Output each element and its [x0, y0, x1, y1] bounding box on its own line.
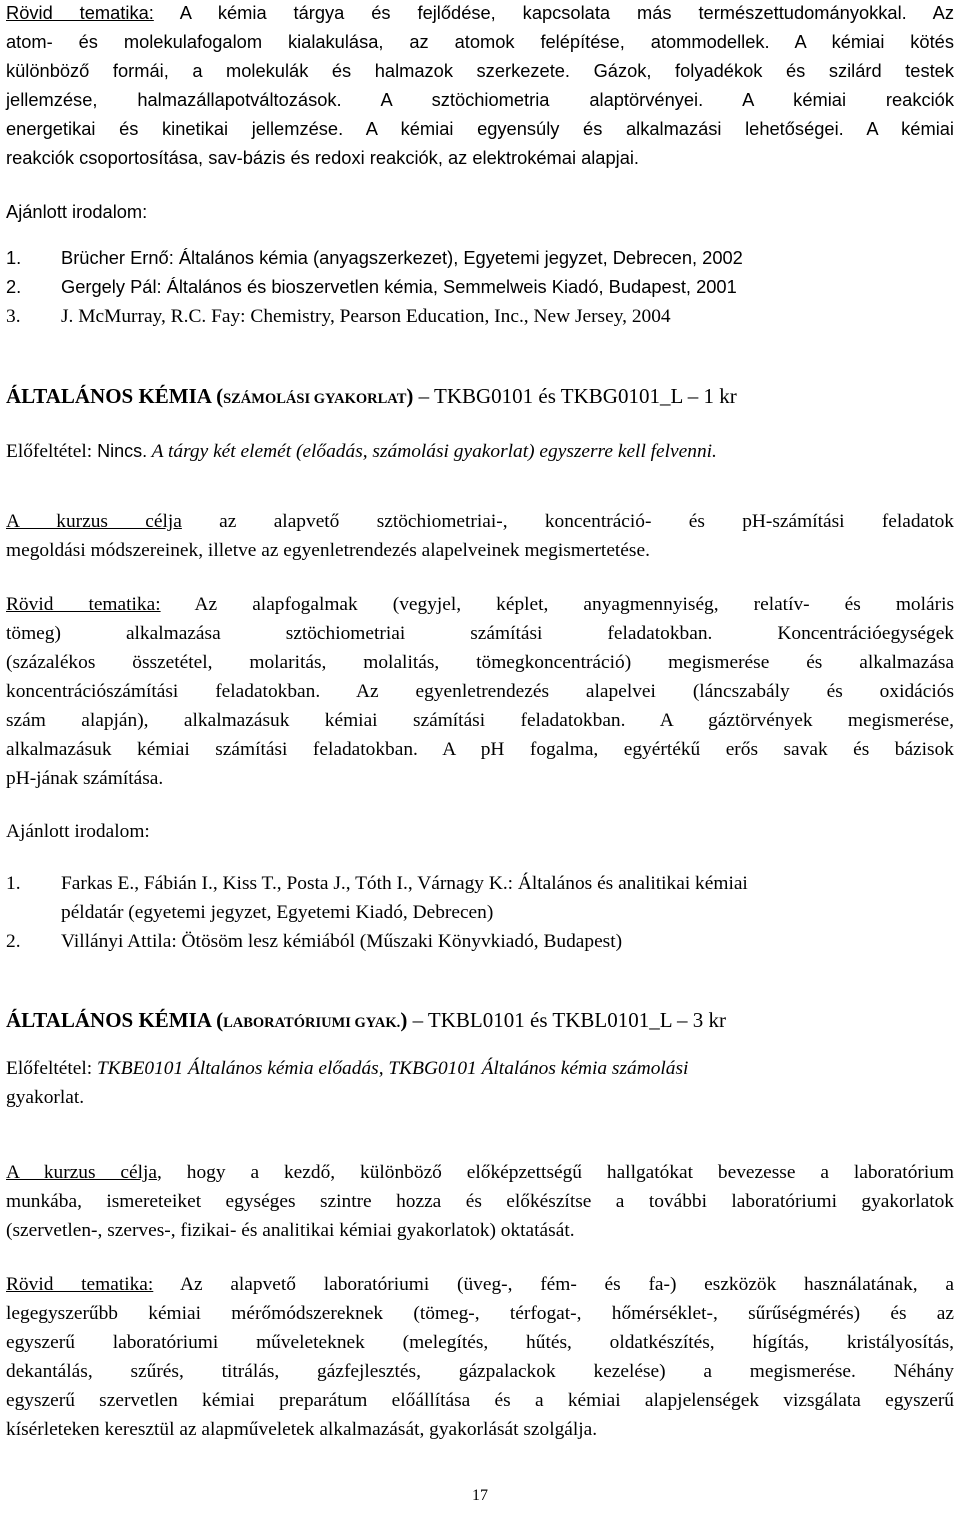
s2-tematika-line-4: koncentrációszámítási feladatokban. Az egyenletrendezés alapelvei (láncszabály és oxidációs: [6, 681, 954, 702]
s2-tematika-line-1: [6, 593, 954, 617]
s2-literature-item-1: [6, 872, 748, 896]
s3-tematika-line-2: legegyszerűbb kémiai mérőmódszereknek (tömeg-, térfogat-, hőmérséklet-, sűrűségmérés) és az: [6, 1303, 954, 1324]
s2-tematika-line-7: pH-jának számítása.: [6, 768, 164, 789]
course-title-main: ÁLTALÁNOS KÉMIA: [6, 384, 211, 408]
aim-text: , hogy a kezdő, különböző előképzettségű hallgatókat bevezesse a laboratórium: [157, 1162, 955, 1183]
s3-aim-line-2: munkába, ismereteiket egységes szintre hozza és előkészítse a további laboratóriumi gyakorlatok: [6, 1191, 954, 1212]
s2-aim-line-2: megoldási módszereinek, illetve az egyenletrendezés alapelveinek megismertetése.: [6, 540, 650, 561]
paren: ): [400, 1008, 408, 1032]
s1-tematika-line-2: atom- és molekulafogalom kialakulása, az atomok felépítése, atommodellek. A kémiai kötés: [6, 31, 954, 52]
s3-course-title: [6, 1008, 726, 1035]
s1-tematika-line-1: [6, 1, 954, 25]
prereq-value: Nincs.: [92, 441, 148, 461]
course-code-credits: – TKBG0101 és TKBG0101_L – 1 kr: [413, 384, 737, 408]
s2-literature-item-2: [6, 930, 622, 954]
paren: (: [210, 384, 224, 408]
s2-course-title: [6, 384, 737, 411]
s1-literature-label: Ajánlott irodalom:: [6, 201, 148, 222]
s1-tematika-line-3: különböző formái, a molekulák és halmazok szerkezete. Gázok, folyadékok és szilárd testek: [6, 60, 954, 81]
list-text: Gergely Pál: Általános és bioszervetlen kémia, Semmelweis Kiadó, Budapest, 2001: [61, 276, 737, 297]
s2-tematika-line-5: szám alapján), alkalmazásuk kémiai számítási feladatokban. A gáztörvények megismerése,: [6, 710, 954, 731]
list-text: J. McMurray, R.C. Fay: Chemistry, Pearson Education, Inc., New Jersey, 2004: [61, 306, 671, 327]
s1-literature-item-1: [6, 246, 743, 270]
course-code-credits: – TKBL0101 és TKBL0101_L – 3 kr: [407, 1008, 726, 1032]
list-text: Farkas E., Fábián I., Kiss T., Posta J., Tóth I., Várnagy K.: Általános és analitikai kémiai: [61, 873, 748, 894]
course-title-main: ÁLTALÁNOS KÉMIA: [6, 1008, 211, 1032]
s2-literature-item-1-cont: példatár (egyetemi jegyzet, Egyetemi Kiadó, Debrecen): [61, 902, 494, 923]
course-title-sub: LABORATÓRIUMI GYAK.: [223, 1015, 401, 1031]
s3-prerequisite-line-2: gyakorlat.: [6, 1087, 85, 1108]
prereq-label: Előfeltétel:: [6, 441, 93, 462]
tematika-text: Az alapvető laboratóriumi (üveg-, fém- és fa-) eszközök használatának, a: [153, 1274, 954, 1295]
s1-tematika-line-5: energetikai és kinetikai jellemzése. A kémiai egyensúly és alkalmazási lehetőségei. A kémiai: [6, 118, 954, 139]
list-text: Brücher Ernő: Általános kémia (anyagszerkezet), Egyetemi jegyzet, Debrecen, 2002: [61, 247, 743, 268]
s1-literature-item-3: [6, 305, 671, 329]
prereq-label: Előfeltétel:: [6, 1058, 93, 1079]
paren: ): [406, 384, 414, 408]
list-number: 1.: [6, 247, 22, 268]
s2-tematika-line-2: tömeg) alkalmazása sztöchiometriai számítási feladatokban. Koncentrációegységek: [6, 623, 954, 644]
s2-tematika-line-6: alkalmazásuk kémiai számítási feladatokban. A pH fogalma, egyértékű erős savak és bázisok: [6, 739, 954, 760]
prereq-note: A tárgy két elemét (előadás, számolási gyakorlat) egyszerre kell felvenni.: [147, 441, 717, 462]
s2-tematika-line-3: (százalékos összetétel, molaritás, molalitás, tömegkoncentráció) megismerése és alkalmazása: [6, 652, 954, 673]
s3-tematika-line-5: egyszerű szervetlen kémiai preparátum előállítása és a kémiai alapjelenségek vizsgálata egyszerű: [6, 1390, 954, 1411]
s3-aim-line-1: [6, 1161, 954, 1185]
list-number: 2.: [6, 931, 21, 952]
s3-tematika-line-1: [6, 1273, 954, 1297]
page-number: 17: [472, 1487, 488, 1504]
paren: (: [210, 1008, 224, 1032]
s1-literature-item-2: [6, 275, 737, 299]
s2-aim-line-1: [6, 510, 954, 534]
s1-line-text: A kémia tárgya és fejlődése, kapcsolata más természettudományokkal. Az: [179, 2, 954, 23]
s2-literature-label: Ajánlott irodalom:: [6, 821, 150, 842]
s1-tematika-line-6: reakciók csoportosítása, sav-bázis és redoxi reakciók, az elektrokémai alapjai.: [6, 147, 640, 168]
s3-tematika-line-4: dekantálás, szűrés, titrálás, gázfejlesztés, gázpalackok kezelése) a megismerése. Néhány: [6, 1361, 954, 1382]
tematika-label: Rövid tematika:: [6, 1274, 154, 1295]
tematika-label: Rövid tematika:: [6, 594, 161, 615]
s2-prerequisite: [6, 439, 717, 464]
list-number: 3.: [6, 306, 21, 327]
s3-prerequisite-line-1: [6, 1057, 688, 1081]
s3-aim-line-3: (szervetlen-, szerves-, fizikai- és analitikai kémiai gyakorlatok) oktatását.: [6, 1220, 575, 1241]
course-title-sub: SZÁMOLÁSI GYAKORLAT: [223, 391, 407, 407]
s3-tematika-line-3: egyszerű laboratóriumi műveleteknek (melegítés, hűtés, oldatkészítés, hígítás, kristályosítás,: [6, 1332, 954, 1353]
list-number: 2.: [6, 276, 22, 297]
aim-label: A kurzus célja: [6, 511, 182, 532]
aim-text: az alapvető sztöchiometriai-, koncentráció- és pH-számítási feladatok: [181, 511, 954, 532]
s1-tematika-label: Rövid tematika:: [6, 2, 154, 23]
prereq-value: TKBE0101 Általános kémia előadás, TKBG0101 Általános kémia számolási: [92, 1058, 689, 1079]
s1-tematika-line-4: jellemzése, halmazállapotváltozások. A sztöchiometria alaptörvényei. A kémiai reakciók: [6, 89, 954, 110]
list-text: Villányi Attila: Ötösöm lesz kémiából (Műszaki Könyvkiadó, Budapest): [61, 931, 623, 952]
aim-label: A kurzus célja: [6, 1162, 158, 1183]
list-number: 1.: [6, 873, 21, 894]
s3-tematika-line-6: kísérleteken keresztül az alapműveletek alkalmazását, gyakorlását szolgálja.: [6, 1419, 598, 1440]
tematika-text: Az alapfogalmak (vegyjel, képlet, anyagmennyiség, relatív- és moláris: [160, 594, 954, 615]
